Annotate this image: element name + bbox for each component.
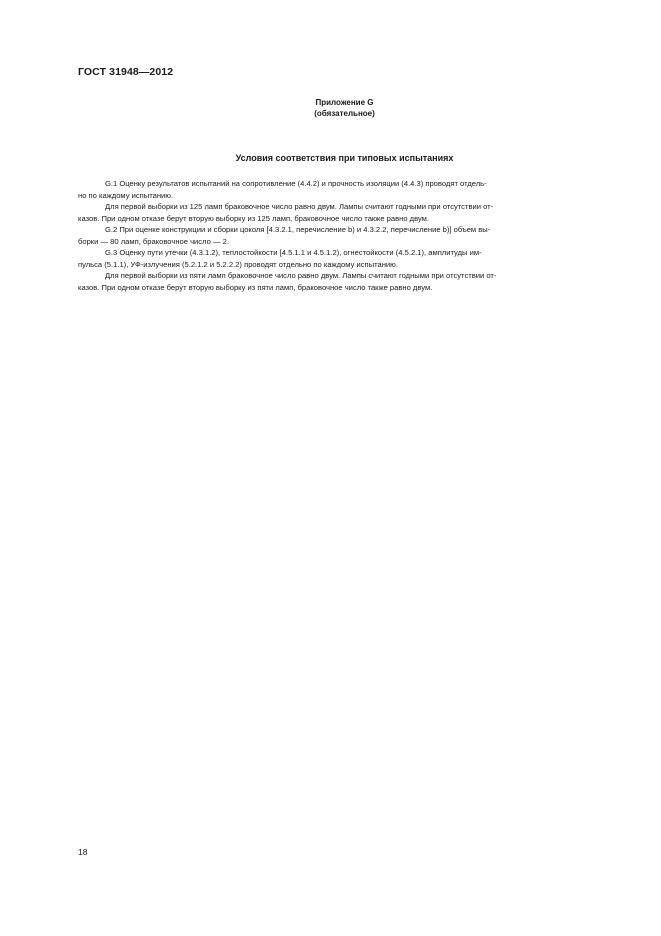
document-code: ГОСТ 31948—2012 [78,66,174,78]
annex-status: (обязательное) [314,109,375,118]
paragraph-line: пульса (5.1.1), УФ-излучения (5.2.1.2 и 5.2.2.2) проводят отдельно по каждому испытанию. [78,259,398,269]
annex-heading [0,97,661,119]
paragraph-line: G.2 При оценке конструкции и сборки цоколя [4.3.2.1, перечисление b) и 4.3.2.2, перечисление b)] объем вы- [105,225,491,234]
section-title: Условия соответствия при типовых испытаниях [235,153,454,163]
annex-title: Приложение G [315,98,374,107]
paragraph-line: но по каждому испытанию. [78,190,174,200]
paragraph-line: казов. При одном отказе берут вторую выборку из 125 ламп, браковочное число также равно двум. [78,213,429,223]
paragraph-line: Для первой выборки из пяти ламп браковочное число равно двум. Лампы считают годными при отсутствии от- [105,271,497,280]
body-text [78,178,614,293]
paragraph-line: Для первой выборки из 125 ламп браковочное число равно двум. Лампы считают годными при отсутствии от- [105,202,494,211]
paragraph-line: G.3 Оценку пути утечки (4.3.1.2), теплостойкости [4.5.1.1 и 4.5.1.2), огнестойкости (4.5.2.1), амплитуды им- [105,248,482,257]
page-number: 18 [78,847,88,857]
paragraph-line: G.1 Оценку результатов испытаний на сопротивление (4.4.2) и прочность изоляции (4.4.3) проводят отдель- [105,179,487,188]
paragraph-line: казов. При одном отказе берут вторую выборку из пяти ламп, браковочное число также равно двум. [78,282,433,292]
paragraph-line: борки — 80 ламп, браковочное число — 2. [78,236,229,246]
